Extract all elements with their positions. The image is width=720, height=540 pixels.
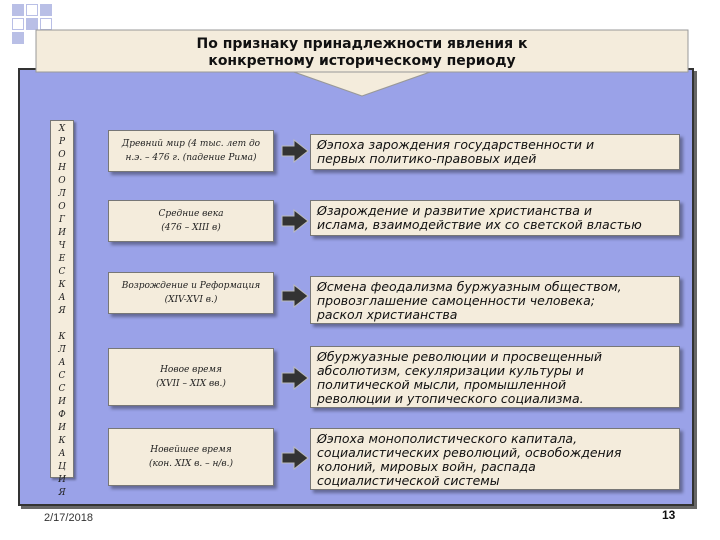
- header-title: По признаку принадлежности явления к конкретному историческому периоду: [196, 36, 528, 69]
- period-label: Новейшее время (кон. XIX в. – н/в.): [148, 445, 234, 469]
- vertical-letter: А: [58, 358, 66, 368]
- vertical-letter: Ц: [58, 462, 66, 472]
- period-box-ancient: [108, 130, 274, 172]
- vertical-letter: К: [58, 280, 66, 290]
- description-box-ancient: [310, 134, 680, 170]
- description-box-middle-ages: [310, 200, 680, 236]
- vertical-letter: [51, 318, 73, 331]
- vertical-letter: К: [58, 436, 66, 446]
- description-box-contemporary: [310, 428, 680, 490]
- vertical-letter: С: [58, 384, 66, 394]
- description-text: Øзарождение и развитие христианства и ислама, взаимодействие их со светской властью: [317, 203, 642, 232]
- description-text: Øсмена феодализма буржуазным обществом, провозглашение самоценности человека; раскол христианства: [317, 279, 622, 322]
- vertical-letter: Я: [58, 488, 66, 498]
- description-text: Øэпоха зарождения государственности и первых политико-правовых идей: [317, 137, 595, 166]
- vertical-letter: С: [58, 267, 66, 277]
- vertical-letter: Ч: [58, 241, 66, 251]
- description-box-renaissance: [310, 276, 680, 324]
- arrow-right-icon: [280, 446, 310, 470]
- vertical-letter: О: [58, 176, 66, 186]
- footer-date: 2/17/2018: [44, 512, 93, 524]
- description-text: Øэпоха монополистического капитала, социалистических революций, освобождения колоний, мировых войн, распада социалистической системы: [317, 431, 622, 488]
- description-box-modern: [310, 346, 680, 408]
- vertical-letter: Х: [58, 124, 66, 134]
- vertical-letter: А: [58, 449, 66, 459]
- vertical-label-box: [50, 120, 74, 498]
- page-number: 13: [662, 508, 676, 522]
- vertical-letter: И: [58, 423, 66, 433]
- vertical-letter: Я: [58, 306, 66, 316]
- vertical-letter: Л: [58, 345, 66, 355]
- vertical-letter: О: [58, 202, 66, 212]
- vertical-letter: С: [58, 371, 66, 381]
- vertical-letter: О: [58, 150, 66, 160]
- vertical-letter: Л: [58, 189, 66, 199]
- vertical-letter: И: [58, 397, 66, 407]
- description-text: Øбуржуазные революции и просвещенный абсолютизм, секуляризации культуры и политической мысли, промышленной революции и утопического социализма.: [317, 349, 603, 406]
- arrow-right-icon: [280, 366, 310, 390]
- period-label: Древний мир (4 тыс. лет до н.э. – 476 г. (падение Рима): [121, 139, 261, 163]
- vertical-letter: И: [58, 475, 66, 485]
- period-box-renaissance: [108, 272, 274, 314]
- vertical-letter: Н: [58, 163, 66, 173]
- vertical-label: [51, 123, 73, 500]
- vertical-letter: Г: [59, 215, 65, 225]
- arrow-right-icon: [280, 139, 310, 163]
- period-label: Средние века (476 – XIII в): [158, 209, 224, 233]
- period-box-middle-ages: [108, 200, 274, 242]
- period-label: Возрождение и Реформация (XIV-XVI в.): [121, 281, 261, 305]
- arrow-right-icon: [280, 284, 310, 308]
- vertical-letter: Р: [58, 137, 66, 147]
- arrow-right-icon: [280, 209, 310, 233]
- period-label: Новое время (XVII – XIX вв.): [156, 365, 226, 389]
- period-box-contemporary: [108, 428, 274, 486]
- vertical-letter: Ф: [58, 410, 66, 420]
- vertical-letter: К: [58, 332, 66, 342]
- vertical-letter: А: [58, 293, 66, 303]
- period-box-modern: [108, 348, 274, 406]
- vertical-letter: Е: [58, 254, 66, 264]
- vertical-letter: И: [58, 228, 66, 238]
